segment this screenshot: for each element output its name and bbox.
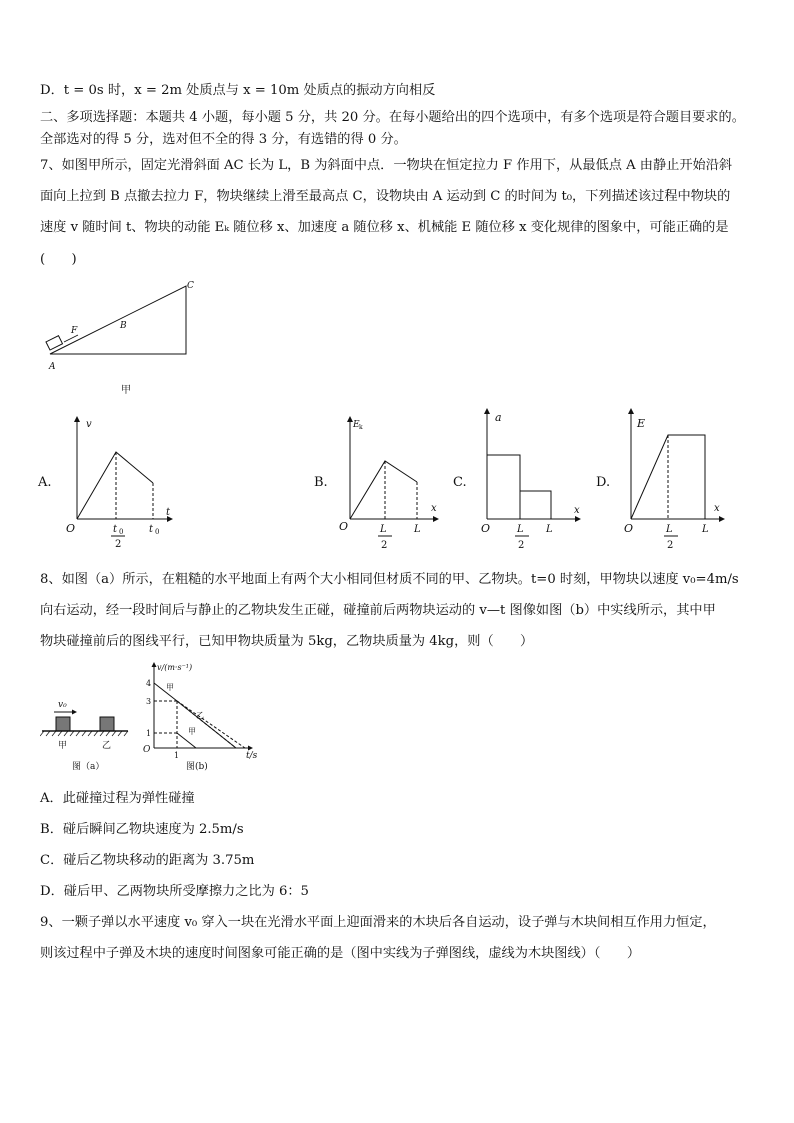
q8-stem-line2: 向右运动，经一段时间后与静止的乙物块发生正碰，碰撞前后两物块运动的 v—t 图像如图（b）中实线所示，其中甲 (40, 603, 716, 618)
svg-text:2: 2 (381, 540, 388, 551)
svg-text:k: k (359, 424, 363, 431)
q8-figure (40, 660, 280, 780)
svg-text:甲: 甲 (188, 727, 196, 736)
svg-text:0: 0 (155, 528, 160, 536)
graph-c-upper (487, 455, 520, 519)
svg-text:甲: 甲 (166, 683, 174, 692)
svg-text:L: L (517, 524, 524, 535)
q7-answer-bracket: ( ) (40, 252, 77, 267)
svg-text:L: L (702, 524, 709, 535)
q7-stem-line2: 面向上拉到 B 点撤去拉力 F，物块继续上滑至最高点 C，设物块由 A 运动到 C 的时间为 t₀，下列描述该过程中物块的 (40, 189, 731, 204)
svg-text:L: L (546, 524, 553, 535)
label-F: F (71, 326, 78, 336)
svg-text:O: O (481, 522, 491, 535)
section-instructions: 全部选对的得 5 分，选对但不全的得 3 分，有选错的得 0 分。 (40, 132, 407, 147)
fig-a (40, 700, 128, 772)
q7-incline-figure (40, 276, 210, 396)
q7-stem-line3: 速度 v 随时间 t、物块的动能 Eₖ 随位移 x、加速度 a 随位移 x、机械能 E 随位移 x 变化规律的图象中，可能正确的是 (40, 220, 729, 235)
svg-text:1: 1 (174, 751, 180, 760)
q8-stem-line3: 物块碰撞前后的图线平行，已知甲物块质量为 5kg，乙物块质量为 4kg，则（ ） (40, 634, 534, 649)
svg-text:O: O (624, 522, 634, 535)
label-C: C (187, 281, 194, 291)
graph-c (453, 409, 580, 551)
svg-text:L: L (414, 524, 421, 535)
incline-triangle (50, 286, 186, 354)
svg-text:x: x (431, 503, 437, 514)
graph-c-lower (520, 491, 551, 519)
q8-option-d: D．碰后甲、乙两物块所受摩擦力之比为 6：5 (40, 884, 309, 899)
svg-text:乙: 乙 (102, 741, 112, 751)
label-A: A (49, 362, 56, 372)
option-b-label: B. (314, 475, 328, 490)
option-a-label: A. (38, 475, 52, 490)
fig7-caption: 甲 (121, 385, 131, 396)
q7-options-graphs (30, 405, 770, 555)
q6-option-d: D．t = 0s 时，x = 2m 处质点与 x = 10m 处质点的振动方向相反 (40, 83, 436, 98)
svg-text:x: x (714, 503, 720, 514)
graph-a-curve (77, 452, 153, 519)
fig-a-caption: 图（a） (72, 762, 105, 772)
q8-stem-line1: 8、如图（a）所示，在粗糙的水平地面上有两个大小相同但材质不同的甲、乙物块。t=0 时刻，甲物块以速度 v₀=4m/s (40, 572, 739, 587)
svg-text:O: O (66, 522, 76, 535)
svg-text:E: E (637, 417, 646, 430)
q7-stem-line1: 7、如图甲所示，固定光滑斜面 AC 长为 L，B 为斜面中点．一物块在恒定拉力 F 作用下，从最低点 A 由静止开始沿斜 (40, 158, 733, 173)
svg-text:4: 4 (146, 679, 152, 688)
block-yi (100, 717, 114, 731)
svg-text:乙: 乙 (196, 711, 204, 720)
svg-text:a: a (495, 411, 502, 424)
svg-text:x: x (574, 505, 580, 516)
q8-option-b: B．碰后瞬间乙物块速度为 2.5m/s (40, 822, 244, 837)
svg-text:3: 3 (146, 697, 152, 706)
graph-b (314, 417, 438, 551)
block-jia (56, 717, 70, 731)
q8-option-c: C．碰后乙物块移动的距离为 3.75m (40, 853, 255, 868)
option-c-label: C. (453, 475, 467, 490)
svg-text:甲: 甲 (58, 741, 68, 751)
svg-text:t/s: t/s (246, 751, 258, 761)
svg-text:2: 2 (667, 540, 674, 551)
svg-text:O: O (339, 520, 349, 533)
svg-text:t: t (166, 507, 171, 518)
svg-text:t: t (149, 524, 154, 535)
svg-text:t: t (113, 524, 118, 535)
q8-option-a: A．此碰撞过程为弹性碰撞 (40, 791, 195, 806)
svg-text:v₀: v₀ (58, 700, 67, 710)
section-heading: 二、多项选择题：本题共 4 小题，每小题 5 分，共 20 分。在每小题给出的四个选项中，有多个选项是符合题目要求的。 (40, 110, 745, 125)
svg-text:2: 2 (518, 540, 525, 551)
graph-a (37, 417, 172, 550)
svg-text:v/(m·s⁻¹): v/(m·s⁻¹) (157, 663, 193, 672)
label-B: B (120, 321, 127, 331)
svg-text:1: 1 (146, 729, 152, 738)
q9-stem-line2: 则该过程中子弹及木块的速度时间图象可能正确的是（图中实线为子弹图线，虚线为木块图线）（ ） (40, 946, 641, 961)
svg-text:L: L (666, 524, 673, 535)
graph-d (596, 409, 724, 551)
block-on-incline (46, 336, 63, 350)
svg-text:L: L (380, 524, 387, 535)
svg-text:E: E (353, 420, 360, 430)
q9-stem-line1: 9、一颗子弹以水平速度 v₀ 穿入一块在光滑水平面上迎面滑来的木块后各自运动，设子弹与木块间相互作用力恒定， (40, 915, 716, 930)
svg-text:0: 0 (119, 528, 124, 536)
svg-text:v: v (86, 419, 92, 430)
option-d-label: D. (596, 475, 611, 490)
svg-text:O: O (143, 745, 151, 755)
fig-b-caption: 图(b) (186, 762, 208, 772)
fig-b (143, 663, 258, 772)
svg-text:2: 2 (115, 539, 122, 550)
graph-b-curve (350, 461, 417, 519)
